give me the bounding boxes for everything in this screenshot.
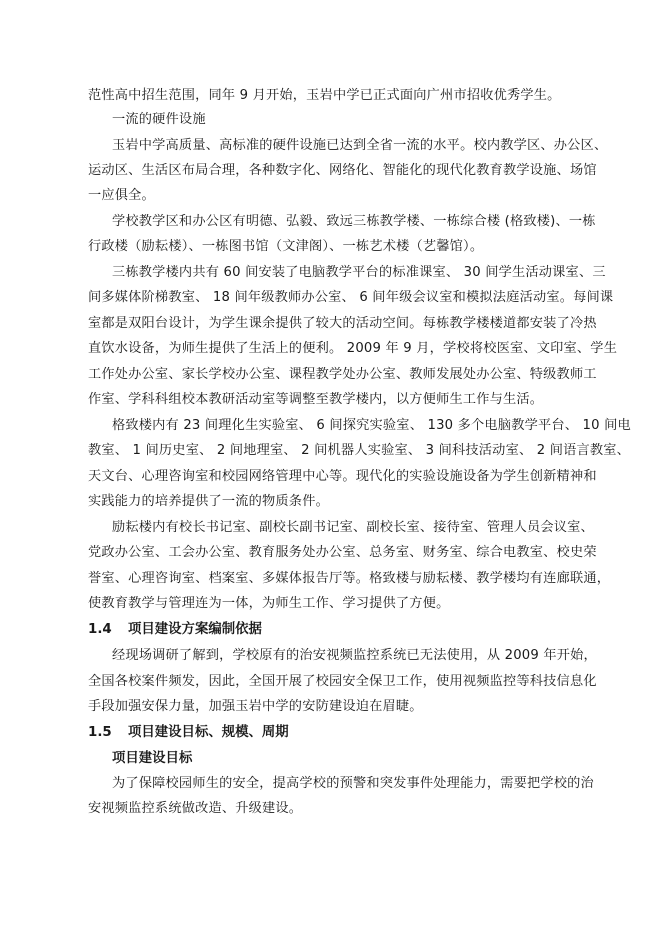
paragraph-line: 玉岩中学高质量、高标准的硬件设施已达到全省一流的水平。校内教学区、办公区、 xyxy=(112,138,608,153)
paragraph-line: 行政楼（励耘楼）、一栋图书馆（文津阁）、一栋艺术楼（艺馨馆）。 xyxy=(88,239,484,254)
paragraph-line: 经现场调研了解到，学校原有的治安视频监控系统已无法使用，从 2009 年开始， xyxy=(112,648,597,663)
paragraph-line: 为了保障校园师生的安全，提高学校的预警和突发事件处理能力，需要把学校的治 xyxy=(112,776,594,791)
paragraph-line: 励耘楼内有校长书记室、副校长副书记室、副校长室、接待室、管理人员会议室、 xyxy=(112,520,594,535)
section-number: 1.5 xyxy=(88,725,112,740)
paragraph-line: 使教育教学与管理连为一体，为师生工作、学习提供了方便。 xyxy=(88,596,450,611)
section-number: 1.4 xyxy=(88,622,112,637)
paragraph-line: 党政办公室、工会办公室、教育服务处办公室、总务室、财务室、综合电教室、校史荣 xyxy=(88,545,597,560)
paragraph-line: 间多媒体阶梯教室、 18 间年级教师办公室、 6 间年级会议室和模拟法庭活动室。每间课 xyxy=(88,290,614,305)
paragraph-line: 学校教学区和办公区有明德、弘毅、致远三栋教学楼、一栋综合楼 (格致楼)、一栋 xyxy=(112,214,596,229)
paragraph-line: 教室、 1 间历史室、 2 间地理室、 2 间机器人实验室、 3 间科技活动室、 2 间语言教室、 xyxy=(88,443,631,458)
paragraph-line: 誉室、心理咨询室、档案室、多媒体报告厅等。格致楼与励耘楼、教学楼均有连廊联通， xyxy=(88,571,611,586)
subheading-goal: 项目建设目标 xyxy=(112,751,193,766)
paragraph-line: 运动区、生活区布局合理，各种数字化、网络化、智能化的现代化教育教学设施、场馆 xyxy=(88,163,597,178)
paragraph-line: 实践能力的培养提供了一流的物质条件。 xyxy=(88,494,329,509)
paragraph-line: 一应俱全。 xyxy=(88,188,155,203)
paragraph-line: 室都是双阳台设计，为学生课余提供了较大的活动空间。每栋教学楼楼道都安装了冷热 xyxy=(88,316,597,331)
paragraph-line: 工作处办公室、家长学校办公室、课程教学处办公室、教师发展处办公室、特级教师工 xyxy=(88,367,597,382)
paragraph-line: 手段加强安保力量，加强玉岩中学的安防建设迫在眉睫。 xyxy=(88,699,423,714)
paragraph-line: 范性高中招生范围，同年 9 月开始，玉岩中学已正式面向广州市招收优秀学生。 xyxy=(88,88,561,103)
paragraph-line: 作室、学科科组校本教研活动室等调整至教学楼内，以方便师生工作与生活。 xyxy=(88,392,544,407)
section-heading-1-4 xyxy=(88,622,262,638)
section-title: 项目建设方案编制依据 xyxy=(128,622,262,637)
paragraph-line: 直饮水设备，为师生提供了生活上的便利。 2009 年 9 月，学校将校医室、文印室、学生 xyxy=(88,341,618,356)
paragraph-line: 三栋教学楼内共有 60 间安装了电脑教学平台的标准课室、 30 间学生活动课室、三 xyxy=(112,265,606,280)
section-title: 项目建设目标、规模、周期 xyxy=(128,725,289,740)
section-heading-1-5 xyxy=(88,725,289,741)
paragraph-line: 安视频监控系统做改造、升级建设。 xyxy=(88,801,303,816)
subheading-hardware: 一流的硬件设施 xyxy=(112,112,206,127)
paragraph-line: 全国各校案件频发，因此，全国开展了校园安全保卫工作，使用视频监控等科技信息化 xyxy=(88,674,597,689)
paragraph-line: 天文台、心理咨询室和校园网络管理中心等。现代化的实验设施设备为学生创新精神和 xyxy=(88,469,597,484)
paragraph-line: 格致楼内有 23 间理化生实验室、 6 间探究实验室、 130 多个电脑教学平台、 10 间电 xyxy=(112,418,631,433)
